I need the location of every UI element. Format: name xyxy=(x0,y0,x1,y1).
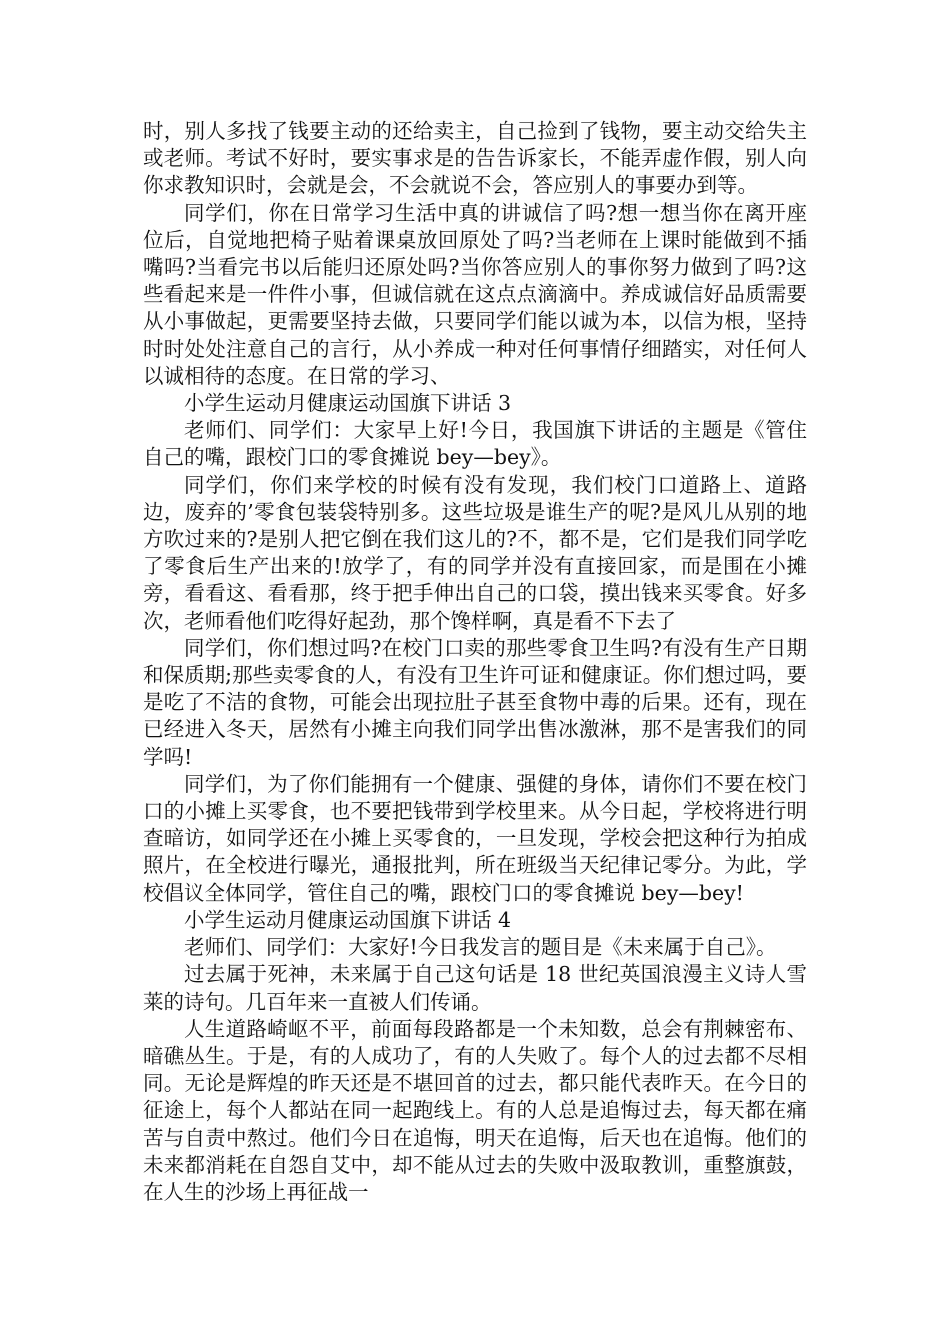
document-page xyxy=(143,118,807,1206)
paragraph-life-road: 人生道路崎岖不平，前面每段路都是一个未知数，总会有荆棘密布、暗礁丛生。于是，有的人成功了，有的人失败了。每个人的过去都不尽相同。无论是辉煌的昨天还是不堪回首的过去，都只能代表昨天。在今日的征途上，每个人都站在同一起跑线上。有的人总是追悔过去，每天都在痛苦与自责中熬过。他们今日在追悔，明天在追悔，后天也在追悔。他们的未来都消耗在自怨自艾中，却不能从过去的失败中汲取教训，重整旗鼓，在人生的沙场上再征战一 xyxy=(143,1016,807,1204)
paragraph-greeting-4: 老师们、同学们：大家好!今日我发言的题目是《未来属于自己》。 xyxy=(184,935,777,960)
paragraph-1: 时，别人多找了钱要主动的还给卖主，自己捡到了钱物，要主动交给失主或老师。考试不好时，要实事求是的告告诉家长，不能弄虚作假，别人向你求教知识时，会就是会，不会就说不会，答应别人的事要办到等。 xyxy=(143,119,807,198)
paragraph-initiative: 同学们，为了你们能拥有一个健康、强健的身体，请你们不要在校门口的小摊上买零食，也不要把钱带到学校里来。从今日起，学校将进行明查暗访，如同学还在小摊上买零食的，一旦发现，学校会把这种行为拍成照片，在全校进行曝光，通报批判，所在班级当天纪律记零分。为此，学校倡议全体同学，管住自己的嘴，跟校门口的零食摊说 bey—bey! xyxy=(143,771,807,905)
paragraph-shelley: 过去属于死神，未来属于自己这句话是 18 世纪英国浪漫主义诗人雪莱的诗句。几百年来一直被人们传诵。 xyxy=(143,962,807,1014)
paragraph-litter: 同学们，你们来学校的时候有没有发现，我们校门口道路上、道路边，废弃的’零食包装袋特别多。这些垃圾是谁生产的呢?是风儿从别的地方吹过来的?是别人把它倒在我们这儿的?不，都不是，它们是我们同学吃了零食后生产出来的!放学了，有的同学并没有直接回家，而是围在小摊旁，看看这、看看那，终于把手伸出自己的口袋，摸出钱来买零食。好多次，老师看他们吃得好起劲，那个馋样啊，真是看不下去了 xyxy=(143,472,807,633)
section-heading-3: 小学生运动月健康运动国旗下讲话 3 xyxy=(184,391,512,416)
paragraph-greeting-3: 老师们、同学们：大家早上好!今日，我国旗下讲话的主题是《管住自己的嘴，跟校门口的零食摊说 bey—bey》。 xyxy=(143,418,807,470)
paragraph-hygiene: 同学们，你们想过吗?在校门口卖的那些零食卫生吗?有没有生产日期和保质期;那些卖零食的人，有没有卫生许可证和健康证。你们想过吗，要是吃了不洁的食物，可能会出现拉肚子甚至食物中毒的后果。还有，现在已经进入冬天，居然有小摊主向我们同学出售冰激淋，那不是害我们的同学吗! xyxy=(143,635,807,769)
section-heading-4: 小学生运动月健康运动国旗下讲话 4 xyxy=(184,907,512,932)
paragraph-2: 同学们，你在日常学习生活中真的讲诚信了吗?想一想当你在离开座位后，自觉地把椅子贴着课桌放回原处了吗?当老师在上课时能做到不插嘴吗?当看完书以后能归还原处吗?当你答应别人的事你努力做到了吗?这些看起来是一件件小事，但诚信就在这点点滴滴中。养成诚信好品质需要从小事做起，更需要坚持去做，只要同学们能以诚为本，以信为根，坚持时时处处注意自己的言行，从小养成一种对任何事情仔细踏实，对任何人以诚相待的态度。在日常的学习、 xyxy=(143,200,807,388)
